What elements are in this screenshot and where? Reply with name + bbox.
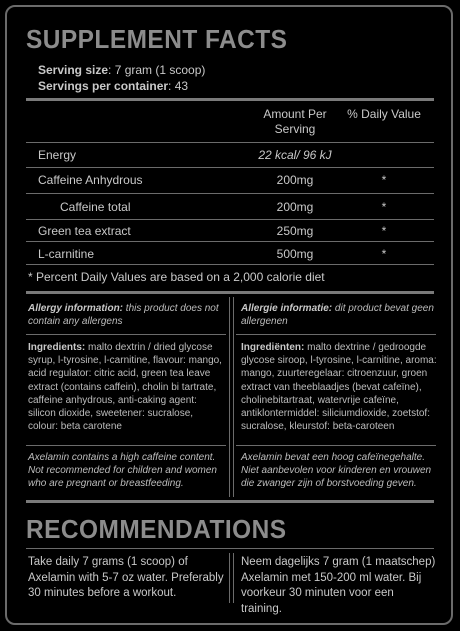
divider <box>26 334 226 335</box>
serving-size-label: Serving size <box>38 63 109 77</box>
divider <box>26 219 434 220</box>
divider <box>26 291 434 294</box>
table-row-caffeine-total-name: Caffeine total <box>60 200 131 214</box>
column-separator <box>233 553 234 603</box>
recommendation-en: Take daily 7 grams (1 scoop) of Axelamin with 5-7 oz water. Preferably 30 minutes before a workout. <box>28 556 224 599</box>
divider <box>26 500 434 503</box>
divider <box>26 241 434 242</box>
recommendation-nl: Neem dagelijks 7 gram (1 maatschep) Axelamin met 150-200 ml water. Bij voorkeur 30 minuten voor een training. <box>241 556 436 615</box>
table-row-caffeine-anhydrous-dv: * <box>381 173 387 187</box>
divider <box>236 445 436 446</box>
column-separator <box>229 297 230 497</box>
table-row-caffeine-anhydrous-name: Caffeine Anhydrous <box>38 173 143 187</box>
table-row-green-tea-name: Green tea extract <box>38 224 131 238</box>
divider <box>26 167 434 168</box>
serving-size-value: : 7 gram (1 scoop) <box>108 63 206 77</box>
table-row-green-tea-amount: 250mg <box>276 224 314 238</box>
serving-size <box>38 63 205 77</box>
ingredients-nl: Ingrediënten: malto dextrine / gedroogde glycose siroop, l-tyrosine, l-carnitine, aroma: mango, zuurteregelaar: citroenzuur, groen extract van theeblaadjes (bevat cafeïne), cholinebitartraat, watervrije cafeïne, antiklontermiddel: siliciumdioxide, zoetstof: sucralose, kleurstof: beta-caroteen <box>241 342 437 433</box>
table-row-caffeine-total-dv: * <box>381 200 387 214</box>
divider <box>236 334 436 335</box>
table-row-caffeine-anhydrous-amount: 200mg <box>276 173 314 187</box>
servings-per-container <box>38 79 188 93</box>
recommendations-title: RECOMMENDATIONS <box>26 514 287 544</box>
table-row-energy-name: Energy <box>38 148 77 162</box>
caffeine-warning-nl: Axelamin bevat een hoog cafeïnegehalte. Niet aanbevolen voor kinderen en vrouwen die zwanger zijn of borstvoeding geven. <box>241 452 432 490</box>
ingredients-en: Ingredients: malto dextrin / dried glycose syrup, l-tyrosine, l-carnitine, flavour: mango, acid regulator: citric acid, green tea leave extract (contains caffein), cholin bi tartrate, caffeine anhydrous, anti-caking agent: silicon dioxide, sweetener: sucralose, colour: beta carotene <box>28 342 222 433</box>
daily-value-footnote: * Percent Daily Values are based on a 2,000 calorie diet <box>28 270 325 284</box>
table-row-caffeine-total-amount: 200mg <box>276 200 314 214</box>
column-separator <box>233 297 234 497</box>
amount-header: Amount Per Serving <box>263 107 327 136</box>
servings-per-container-value: : 43 <box>168 79 189 93</box>
table-row-energy-amount: 22 kcal/ 96 kJ <box>258 148 332 162</box>
allergy-info-en: Allergy information: this product does not contain any allergens <box>28 303 219 328</box>
table-row-l-carnitine-dv: * <box>381 247 387 261</box>
page-title: SUPPLEMENT FACTS <box>26 24 288 54</box>
table-row-l-carnitine-name: L-carnitine <box>38 247 95 261</box>
divider <box>26 142 434 143</box>
divider <box>26 98 434 101</box>
table-row-green-tea-dv: * <box>381 224 387 238</box>
table-row-l-carnitine-amount: 500mg <box>276 247 314 261</box>
divider <box>26 548 434 549</box>
divider <box>26 193 434 194</box>
caffeine-warning-en: Axelamin contains a high caffeine content. Not recommended for children and women who are pregnant or breastfeeding. <box>28 452 217 490</box>
servings-per-container-label: Servings per container <box>38 79 169 93</box>
column-separator <box>229 553 230 603</box>
daily-value-header: % Daily Value <box>347 107 421 121</box>
allergy-info-nl: Allergie informatie: dit product bevat geen allergenen <box>241 303 434 328</box>
divider <box>26 445 226 446</box>
divider <box>26 264 434 265</box>
